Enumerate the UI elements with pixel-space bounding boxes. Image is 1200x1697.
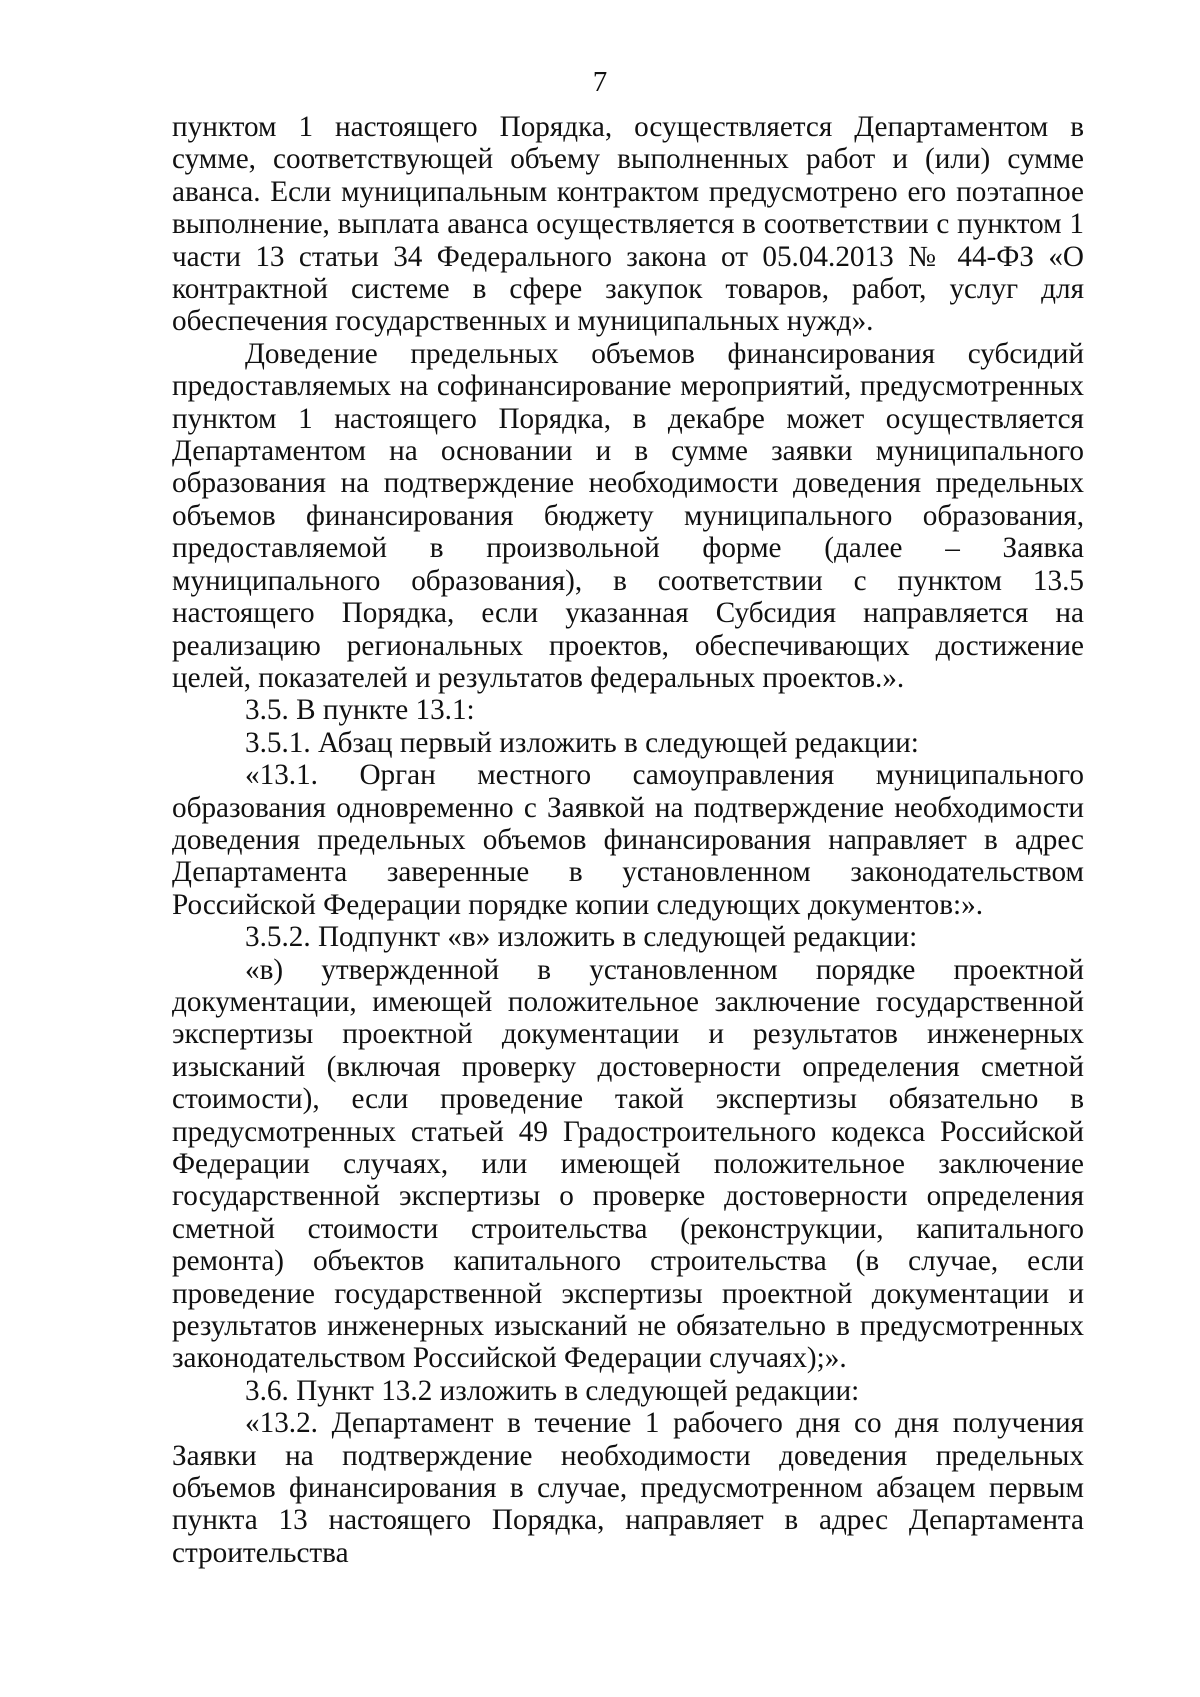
- paragraph-3-5-2: 3.5.2. Подпункт «в» изложить в следующей редакции:: [245, 921, 918, 954]
- paragraph-13-1: «13.1. Орган местного самоуправления муниципального образования одновременно с Заявкой на подтверждение необходимости доведения предельных объемов финансирования направляет в адрес Департамента заверенные в установленном законодательством Российской Федерации порядке копии следующих документов:».: [172, 759, 1084, 921]
- paragraph-13-2: «13.2. Департамент в течение 1 рабочего дня со дня получения Заявки на подтверждение необходимости доведения предельных объемов финансирования в случае, предусмотренном абзацем первым пункта 13 настоящего Порядка, направляет в адрес Департамента строительства: [172, 1407, 1084, 1569]
- paragraph-limits: Доведение предельных объемов финансирования субсидий предоставляемых на софинансирование мероприятий, предусмотренных пунктом 1 настоящего Порядка, в декабре может осуществляется Департаментом на основании и в сумме заявки муниципального образования на подтверждение необходимости доведения предельных объемов финансирования бюджету муниципального образования, предоставляемой в произвольной форме (далее – Заявка муниципального образования), в соответствии с пунктом 13.5 настоящего Порядка, если указанная Субсидия направляется на реализацию региональных проектов, обеспечивающих достижение целей, показателей и результатов федеральных проектов.».: [172, 337, 1084, 694]
- paragraph-3-5-1: 3.5.1. Абзац первый изложить в следующей редакции:: [245, 726, 919, 759]
- paragraph-3-5: 3.5. В пункте 13.1:: [245, 694, 475, 727]
- paragraph-subpoint-v: «в) утвержденной в установленном порядке проектной документации, имеющей положительное заключение государственной экспертизы проектной документации и результатов инженерных изысканий (включая проверку достоверности определения сметной стоимости), если проведение такой экспертизы обязательно в предусмотренных статьей 49 Градостроительного кодекса Российской Федерации случаях, или имеющей положительное заключение государственной экспертизы о проверке достоверности определения сметной стоимости строительства (реконструкции, капитального ремонта) объектов капитального строительства (в случае, если проведение государственной экспертизы проектной документации и результатов инженерных изысканий не обязательно в предусмотренных законодательством Российской Федерации случаях);».: [172, 953, 1084, 1375]
- paragraph-continuation: пунктом 1 настоящего Порядка, осуществляется Департаментом в сумме, соответствующей объему выполненных работ и (или) сумме аванса. Если муниципальным контрактом предусмотрено его поэтапное выполнение, выплата аванса осуществляется в соответствии с пунктом 1 части 13 статьи 34 Федерального закона от 05.04.2013 № 44-ФЗ «О контрактной системе в сфере закупок товаров, работ, услуг для обеспечения государственных и муниципальных нужд».: [172, 111, 1084, 338]
- document-body: [172, 111, 1084, 1569]
- page-number: 7: [592, 66, 608, 98]
- paragraph-3-6: 3.6. Пункт 13.2 изложить в следующей редакции:: [245, 1374, 860, 1407]
